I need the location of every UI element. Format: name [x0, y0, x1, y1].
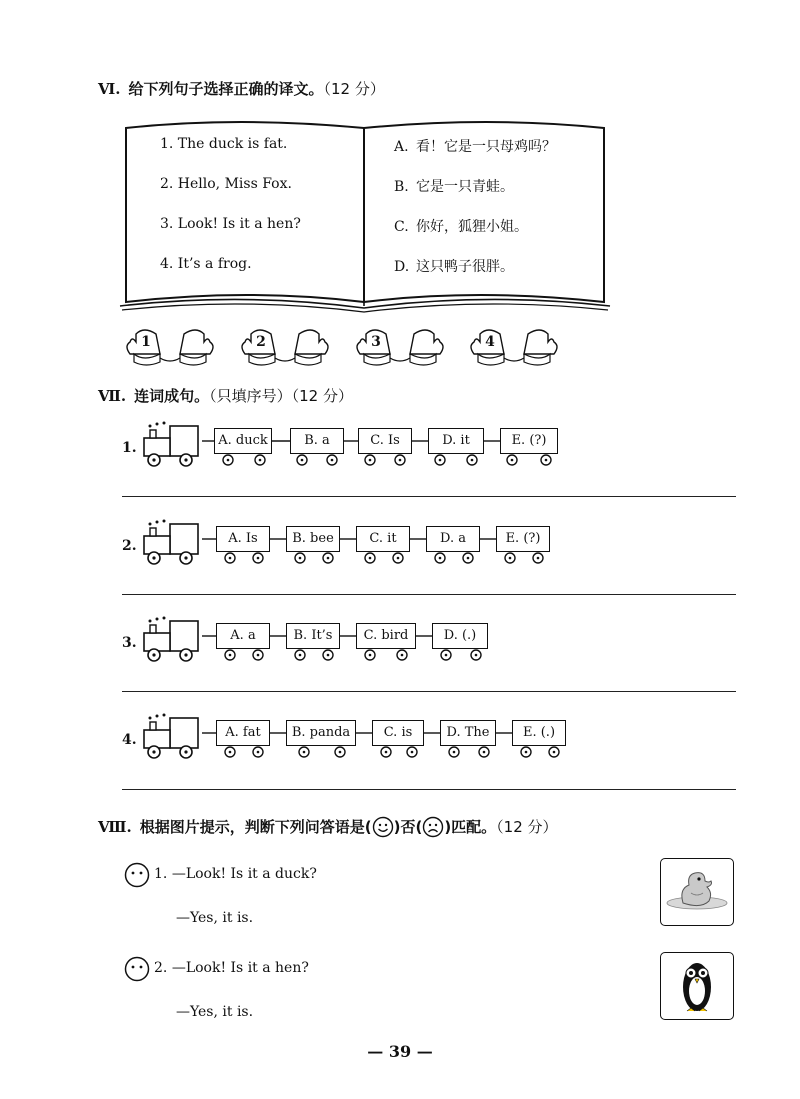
train-car: D. it — [428, 428, 484, 454]
train-car: C. it — [356, 526, 410, 552]
locomotive-icon — [140, 712, 202, 760]
section6-roman: Ⅵ. — [98, 80, 121, 98]
answer-line[interactable] — [122, 496, 736, 497]
book-right-item-d — [394, 256, 514, 276]
book-right-item-a — [394, 136, 556, 156]
sad-face-icon — [422, 816, 444, 838]
owl-illustration — [661, 953, 733, 1019]
option-text: 看！它是一只母鸡吗？ — [416, 139, 556, 155]
section6-title: 给下列句子选择正确的译文。 — [128, 80, 324, 98]
book-left-item-1: 1. The duck is fat. — [160, 136, 288, 152]
answer-1: —Yes, it is. — [176, 910, 254, 926]
duck-picture — [660, 858, 734, 926]
book-right-item-c — [394, 216, 528, 236]
locomotive-icon — [140, 518, 202, 566]
section8-title-a: 根据图片提示，判断下列问答语是( — [139, 818, 372, 836]
train-number: 2. — [122, 538, 137, 554]
locomotive-icon — [140, 420, 202, 468]
question-1 — [154, 866, 317, 882]
train-car: D. a — [426, 526, 480, 552]
mitten-pair-1[interactable] — [122, 326, 218, 368]
train-car: B. a — [290, 428, 344, 454]
train-car: A. fat — [216, 720, 270, 746]
locomotive-icon — [140, 615, 202, 663]
section6-heading — [98, 78, 385, 99]
train-couplers-wheels — [200, 428, 570, 470]
answer-2: —Yes, it is. — [176, 1004, 254, 1020]
train-car: C. Is — [358, 428, 412, 454]
mitten-number: 3 — [371, 334, 381, 350]
option-text: 它是一只青蛙。 — [416, 179, 514, 195]
section8-title-b: )否( — [393, 818, 423, 836]
option-key: B. — [394, 179, 409, 195]
mitten-number: 2 — [256, 334, 266, 350]
blank-face-icon[interactable] — [124, 862, 150, 888]
mitten-pair-4[interactable] — [466, 326, 562, 368]
question-2 — [154, 960, 309, 976]
train-car: C. is — [372, 720, 424, 746]
train-car: E. (.) — [512, 720, 566, 746]
page-number: — 39 — — [367, 1042, 433, 1061]
train-couplers-wheels — [200, 526, 570, 568]
option-key: A. — [394, 139, 409, 155]
section8-heading — [98, 815, 558, 839]
owl-picture — [660, 952, 734, 1020]
question-number: 2. — [154, 960, 168, 976]
train-number: 3. — [122, 635, 137, 651]
train-car: C. bird — [356, 623, 416, 649]
section6-points: （12 分） — [323, 80, 385, 98]
book-left-item-3: 3. Look! Is it a hen? — [160, 216, 301, 232]
train-number: 4. — [122, 732, 137, 748]
section8-points: （12 分） — [496, 818, 558, 836]
train-couplers-wheels — [200, 623, 500, 665]
option-key: D. — [394, 259, 410, 275]
train-car: B. bee — [286, 526, 340, 552]
section8-title-c: )匹配。 — [444, 818, 497, 836]
answer-line[interactable] — [122, 594, 736, 595]
mitten-number: 4 — [485, 334, 495, 350]
section7-title: 连词成句。 — [134, 387, 210, 405]
train-number: 1. — [122, 440, 137, 456]
option-key: C. — [394, 219, 409, 235]
mitten-pair-2[interactable] — [237, 326, 333, 368]
book-left-item-4: 4. It’s a frog. — [160, 256, 252, 272]
answer-line[interactable] — [122, 691, 736, 692]
train-couplers-wheels — [200, 720, 580, 762]
train-car: A. Is — [216, 526, 270, 552]
book-right-item-b — [394, 176, 514, 196]
train-car: A. duck — [214, 428, 272, 454]
mitten-pair-3[interactable] — [352, 326, 448, 368]
section7-points: （12 分） — [291, 387, 353, 405]
option-text: 这只鸭子很胖。 — [416, 259, 514, 275]
mitten-number: 1 — [141, 334, 151, 350]
train-car: B. panda — [286, 720, 356, 746]
section7-heading — [98, 385, 353, 406]
answer-line[interactable] — [122, 789, 736, 790]
train-car: E. (?) — [500, 428, 558, 454]
section8-roman: Ⅷ. — [98, 818, 132, 836]
train-car: D. The — [440, 720, 496, 746]
option-text: 你好，狐狸小姐。 — [416, 219, 528, 235]
section7-note: （只填序号） — [209, 387, 292, 405]
train-car: E. (?) — [496, 526, 550, 552]
question-number: 1. — [154, 866, 168, 882]
section7-roman: Ⅶ. — [98, 387, 127, 405]
question-text: —Look! Is it a duck? — [171, 866, 317, 882]
train-car: A. a — [216, 623, 270, 649]
book-left-item-2: 2. Hello, Miss Fox. — [160, 176, 292, 192]
train-car: D. (.) — [432, 623, 488, 649]
blank-face-icon[interactable] — [124, 956, 150, 982]
smiley-face-icon — [372, 816, 394, 838]
duck-illustration — [661, 859, 733, 925]
train-car: B. It’s — [286, 623, 340, 649]
question-text: —Look! Is it a hen? — [171, 960, 309, 976]
